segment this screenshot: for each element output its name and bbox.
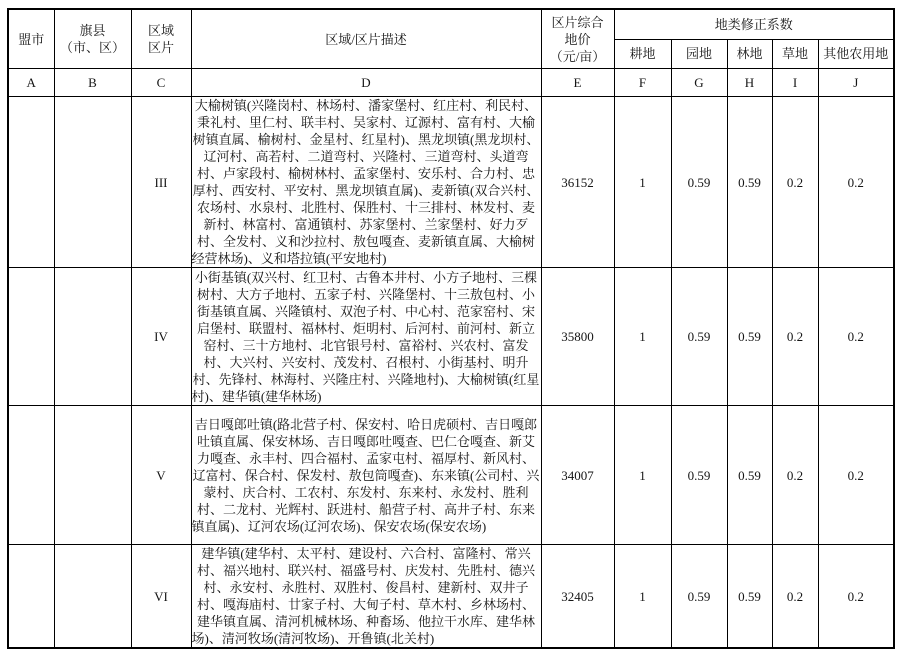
cell-zone: V [131, 406, 191, 545]
land-price-table [7, 8, 895, 649]
cell-league-city [8, 97, 54, 268]
header-price-line3: （元/亩） [549, 48, 606, 64]
cell-coef-farmland: 1 [614, 406, 671, 545]
cell-price: 32405 [541, 545, 614, 649]
letter-b: B [54, 69, 131, 97]
cell-coef-grassland: 0.2 [772, 545, 818, 649]
cell-coef-grassland: 0.2 [772, 97, 818, 268]
header-grassland: 草地 [772, 39, 818, 69]
cell-league-city [8, 406, 54, 545]
header-county-line1: 旗县 [79, 23, 106, 38]
cell-coef-forest: 0.59 [727, 268, 772, 406]
header-price-line1: 区片综合 [551, 14, 604, 30]
cell-zone: IV [131, 268, 191, 406]
cell-county [54, 406, 131, 545]
cell-coef-forest: 0.59 [727, 545, 772, 649]
table-row-zone-5 [8, 406, 894, 545]
header-other-agricultural: 其他农用地 [818, 39, 894, 69]
cell-coef-other: 0.2 [818, 406, 894, 545]
cell-description: 小街基镇(双兴村、红卫村、古鲁本井村、小方子地村、三棵树村、大方子地村、五家子村、兴隆堡村、十三敖包村、小街基镇直属、兴隆镇村、双泡子村、中心村、范家窑村、宋启堡村、联盟村、福林村、炬明村、后河村、前河村、新立窑村、三十方地村、北官银号村、富裕村、兴农村、富发村、大兴村、兴安村、茂发村、召根村、小街基村、明升村、先锋村、林海村、兴隆庄村、兴隆地村)、大榆树镇(红星村)、建华镇(建华林场) [191, 269, 540, 404]
cell-coef-farmland: 1 [614, 545, 671, 649]
cell-zone: VI [131, 545, 191, 649]
cell-coef-other: 0.2 [818, 268, 894, 406]
cell-county [54, 97, 131, 268]
letter-a: A [8, 69, 54, 97]
letter-e: E [541, 69, 614, 97]
header-row-titles [8, 9, 894, 39]
document-page [0, 8, 900, 662]
cell-county [54, 268, 131, 406]
cell-coef-forest: 0.59 [727, 97, 772, 268]
letter-c: C [131, 69, 191, 97]
header-county [54, 9, 131, 69]
cell-price: 34007 [541, 406, 614, 545]
table-row-zone-3 [8, 97, 894, 268]
cell-coef-other: 0.2 [818, 545, 894, 649]
letter-f: F [614, 69, 671, 97]
cell-coef-farmland: 1 [614, 97, 671, 268]
cell-zone: III [131, 97, 191, 268]
cell-coef-forest: 0.59 [727, 406, 772, 545]
cell-league-city [8, 545, 54, 649]
table-row-zone-6 [8, 545, 894, 649]
cell-description: 大榆树镇(兴隆岗村、林场村、潘家堡村、红庄村、利民村、秉礼村、里仁村、联丰村、吴家村、辽源村、富有村、大榆树镇直属、榆树村、金星村、红星村)、黑龙坝镇(黑龙坝村、辽河村、高若村、二道弯村、兴隆村、三道弯村、头道弯村、卢家段村、榆树林村、孟家堡村、安乐村、合力村、忠厚村、西安村、平安村、黑龙坝镇直属)、麦新镇(双合兴村、农场村、水泉村、北胜村、保胜村、十三排村、林发村、麦新村、林富村、富通镇村、苏家堡村、兰家堡村、好力歹村、全发村、义和沙拉村、敖包嘎查、麦新镇直属、大榆树经营林场)、义和塔拉镇(平安地村) [191, 98, 540, 266]
cell-coef-grassland: 0.2 [772, 268, 818, 406]
header-description-label: 区域/区片描述 [325, 31, 407, 47]
cell-price: 36152 [541, 97, 614, 268]
header-league-city-label: 盟市 [18, 31, 45, 47]
header-row-letters [8, 69, 894, 97]
header-zone [131, 9, 191, 69]
cell-coef-orchard: 0.59 [671, 268, 727, 406]
cell-coef-orchard: 0.59 [671, 97, 727, 268]
header-zone-line1: 区域 [147, 23, 174, 38]
header-coefficient-group: 地类修正系数 [614, 9, 894, 39]
cell-coef-farmland: 1 [614, 268, 671, 406]
table-row-zone-4 [8, 268, 894, 406]
cell-county [54, 545, 131, 649]
header-forest: 林地 [727, 39, 772, 69]
cell-description: 建华镇(建华村、太平村、建设村、六合村、富隆村、常兴村、福兴地村、联兴村、福盛号村、庆发村、先胜村、德兴村、永安村、永胜村、双胜村、俊昌村、建新村、双井子村、嘎海庙村、廿家子村、大甸子村、草木村、乡林场村、建华镇直属、清河机械林场、种畜场、他拉干水库、建华林场)、清河牧场(清河牧场)、开鲁镇(北关村) [191, 545, 541, 649]
cell-league-city [8, 268, 54, 406]
letter-j: J [818, 69, 894, 97]
cell-price: 35800 [541, 268, 614, 406]
header-orchard: 园地 [671, 39, 727, 69]
header-zone-line2: 区片 [147, 40, 174, 55]
letter-d: D [191, 69, 541, 97]
cell-coef-orchard: 0.59 [671, 545, 727, 649]
letter-h: H [727, 69, 772, 97]
cell-coef-grassland: 0.2 [772, 406, 818, 545]
cell-coef-orchard: 0.59 [671, 406, 727, 545]
header-price-line2: 地价 [564, 31, 591, 47]
cell-coef-other: 0.2 [818, 97, 894, 268]
header-price [541, 9, 614, 69]
letter-g: G [671, 69, 727, 97]
header-county-line2: （市、区） [59, 40, 125, 55]
header-league-city [8, 9, 54, 69]
header-description [191, 9, 541, 69]
letter-i: I [772, 69, 818, 97]
header-farmland: 耕地 [614, 39, 671, 69]
cell-description: 吉日嘎郎吐镇(路北营子村、保安村、哈日虎硕村、吉日嘎郎吐镇直属、保安林场、吉日嘎郎吐嘎查、巴仁仓嘎查、新艾力嘎查、永丰村、四合福村、孟家屯村、福厚村、新风村、辽富村、保合村、保发村、敖包筒嘎查)、东来镇(公司村、兴蒙村、庆合村、工农村、东发村、东来村、永发村、胜利村、二龙村、光辉村、跃进村、船营子村、高井子村、东来镇直属)、辽河农场(辽河农场)、保安农场(保安农场) [191, 406, 541, 545]
